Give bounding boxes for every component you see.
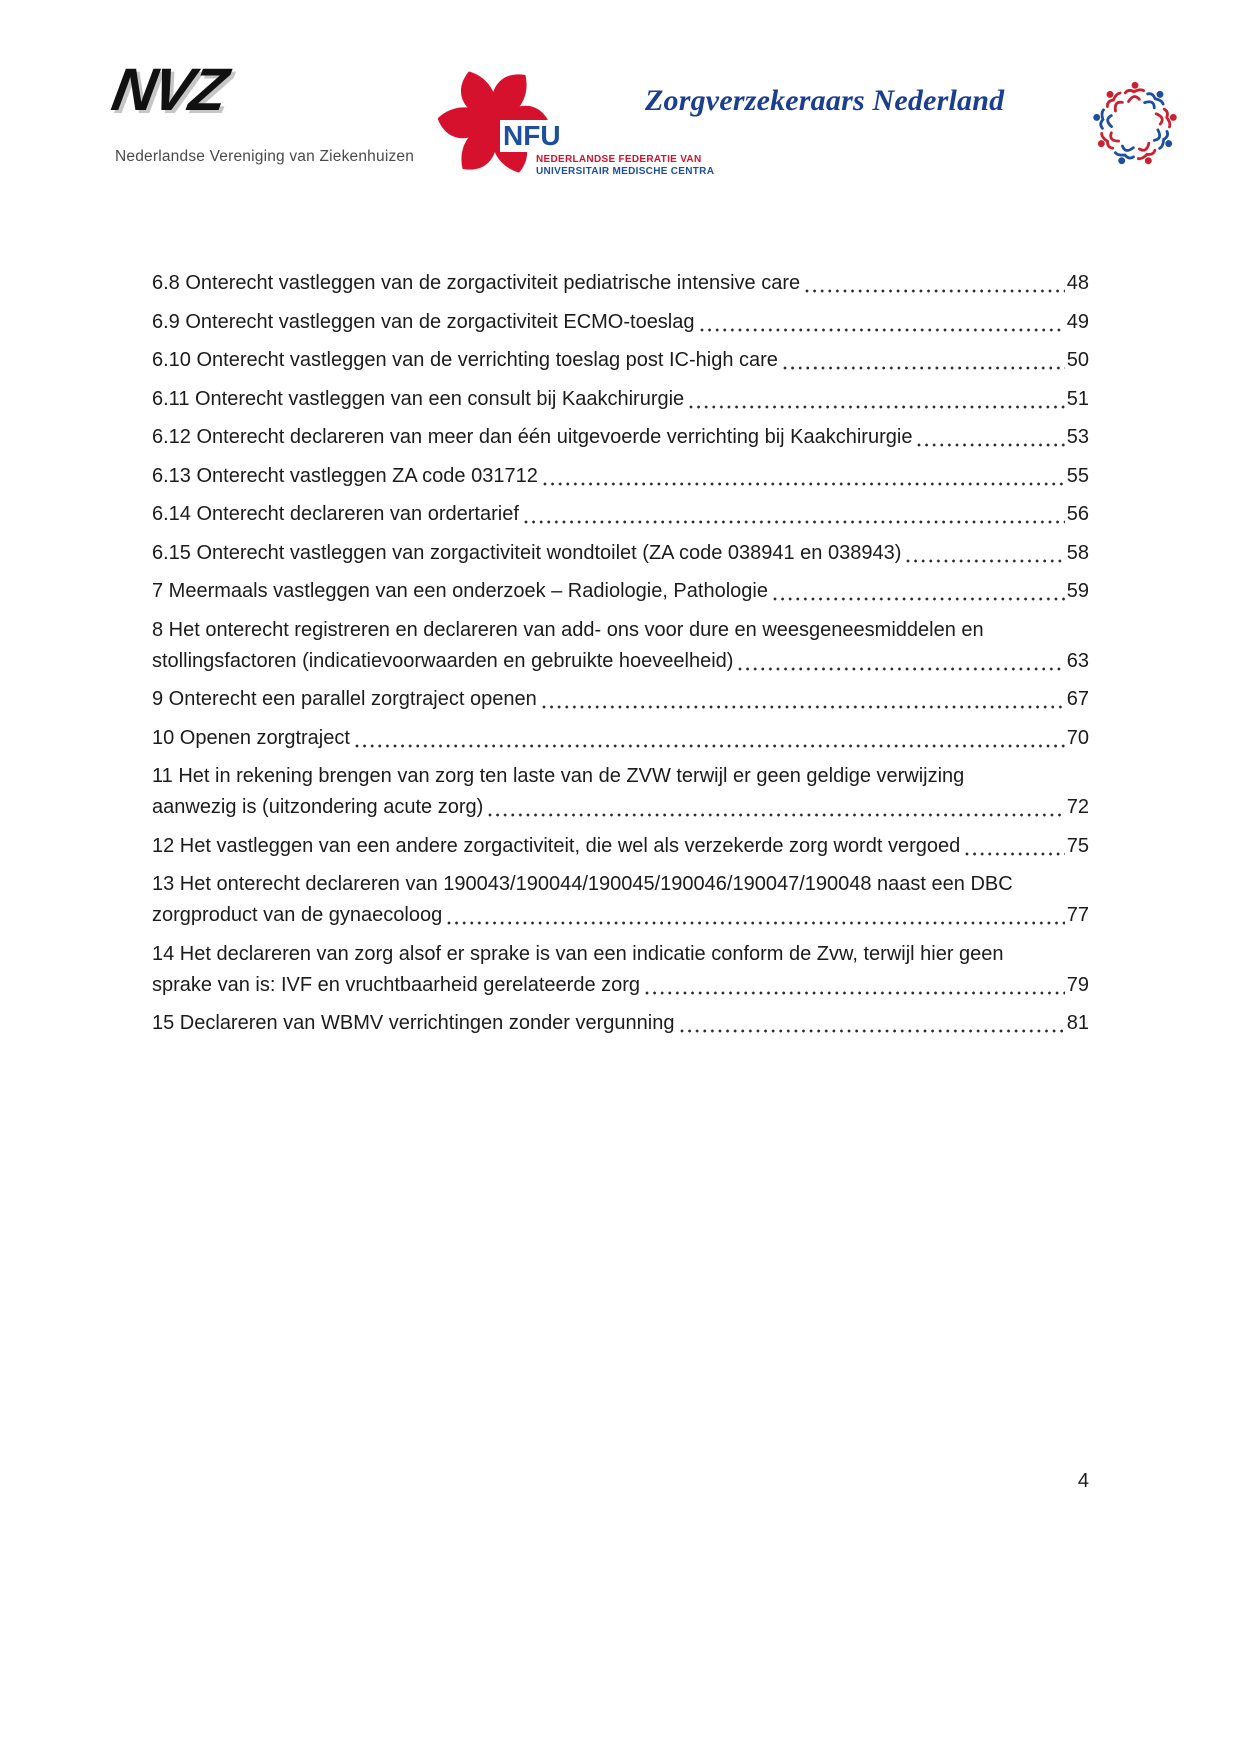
toc-entry	[152, 307, 1089, 338]
nvz-logo-subtitle: Nederlandse Vereniging van Ziekenhuizen	[115, 148, 415, 165]
toc-page-number: 67	[1066, 688, 1089, 710]
toc-entry-last-line	[152, 970, 1089, 1001]
toc-entry-text: 6.11 Onterecht vastleggen van een consult bij Kaakchirurgie	[152, 387, 685, 410]
zorgverzekeraars-nederland-figures-icon	[1080, 68, 1190, 176]
toc-entry-text: 6.8 Onterecht vastleggen van de zorgactiviteit pediatrische intensive care	[152, 272, 801, 294]
nfu-subtitle-line2: UNIVERSITAIR MEDISCHE CENTRA	[536, 166, 715, 177]
toc-entry-text: stollingsfactoren (indicatievoorwaarden en gebruikte hoeveelheid)	[152, 649, 734, 672]
toc-leader-dots-icon	[965, 831, 1065, 862]
toc-entry-last-line	[152, 723, 1089, 754]
toc-entry-last-line	[152, 268, 1089, 299]
toc-entry	[152, 1008, 1089, 1039]
nvz-logo-icon: NVZ	[107, 56, 230, 123]
toc-entry-line: 14 Het declareren van zorg alsof er sprake is van een indicatie conform de Zvw, terwijl hier geen	[152, 942, 1004, 965]
toc-entry-text: 6.9 Onterecht vastleggen van de zorgactiviteit ECMO-toeslag	[152, 310, 695, 333]
toc-entry-text: aanwezig is (uitzondering acute zorg)	[152, 796, 484, 818]
toc-entry-last-line	[152, 538, 1089, 569]
toc-entry-text: sprake van is: IVF en vruchtbaarheid gerelateerde zorg	[152, 973, 641, 996]
toc-entry	[152, 268, 1089, 299]
toc-entry	[152, 939, 1089, 1001]
toc-entry-line: 8 Het onterecht registreren en declareren van add- ons voor dure en weesgeneesmiddelen en	[152, 618, 984, 641]
toc-entry	[152, 499, 1089, 530]
toc-leader-dots-icon	[355, 723, 1065, 754]
toc-entry-text: zorgproduct van de gynaecoloog	[152, 904, 443, 926]
toc-entry-text: 6.12 Onterecht declareren van meer dan één uitgevoerde verrichting bij Kaakchirurgie	[152, 426, 913, 448]
toc-leader-dots-icon	[773, 576, 1065, 607]
toc-entry-text: 10 Openen zorgtraject	[152, 726, 350, 749]
toc-page-number: 53	[1066, 426, 1089, 448]
toc-leader-dots-icon	[645, 970, 1065, 1001]
toc-entry	[152, 576, 1089, 607]
toc-leader-dots-icon	[543, 461, 1065, 492]
toc-leader-dots-icon	[805, 268, 1065, 299]
toc-entry-text: 6.10 Onterecht vastleggen van de verrichting toeslag post IC-high care	[152, 349, 778, 371]
toc-entry-text: 15 Declareren van WBMV verrichtingen zonder vergunning	[152, 1012, 675, 1034]
toc-entry-line: 11 Het in rekening brengen van zorg ten laste van de ZVW terwijl er geen geldige verwijzing	[152, 765, 965, 787]
toc-leader-dots-icon	[917, 422, 1064, 453]
toc-entry	[152, 831, 1089, 862]
toc-entry-text: 6.13 Onterecht vastleggen ZA code 031712	[152, 464, 538, 487]
toc-page-number: 75	[1066, 834, 1089, 857]
toc-page-number: 49	[1066, 310, 1089, 333]
toc-leader-dots-icon	[738, 646, 1064, 677]
toc-page-number: 77	[1066, 904, 1089, 926]
toc-leader-dots-icon	[689, 384, 1065, 415]
toc-leader-dots-icon	[447, 900, 1065, 931]
toc-entry-last-line	[152, 1008, 1089, 1039]
toc-list	[152, 268, 1089, 1047]
toc-entry	[152, 422, 1089, 453]
toc-entry-text: 6.15 Onterecht vastleggen van zorgactiviteit wondtoilet (ZA code 038941 en 038943)	[152, 541, 902, 564]
toc-leader-dots-icon	[542, 684, 1065, 715]
toc-page-number: 70	[1066, 726, 1089, 749]
toc-entry-line: 13 Het onterecht declareren van 190043/190044/190045/190046/190047/190048 naast een DBC	[152, 873, 1013, 895]
nvz-logo	[107, 56, 415, 165]
toc-entry	[152, 761, 1089, 823]
toc-entry-text: 9 Onterecht een parallel zorgtraject openen	[152, 688, 537, 710]
nfu-logo	[396, 56, 715, 191]
toc-page-number: 51	[1066, 387, 1089, 410]
toc-leader-dots-icon	[524, 499, 1065, 530]
toc-entry	[152, 345, 1089, 376]
toc-entry	[152, 384, 1089, 415]
page-footer-number: 4	[1077, 1470, 1089, 1492]
toc-entry	[152, 723, 1089, 754]
toc-leader-dots-icon	[680, 1008, 1065, 1039]
toc-entry-text: 6.14 Onterecht declareren van ordertarief	[152, 503, 519, 525]
toc-entry-last-line	[152, 307, 1089, 338]
toc-page-number: 56	[1066, 503, 1089, 525]
toc-entry	[152, 615, 1089, 677]
toc-entry-last-line	[152, 900, 1089, 931]
zorgverzekeraars-nederland-title: Zorgverzekeraars Nederland	[645, 84, 1005, 117]
toc-entry-last-line	[152, 831, 1089, 862]
nfu-subtitle-line1: NEDERLANDSE FEDERATIE VAN	[536, 154, 702, 165]
toc-entry	[152, 538, 1089, 569]
toc-entry	[152, 684, 1089, 715]
toc-entry-text: 12 Het vastleggen van een andere zorgactiviteit, die wel als verzekerde zorg wordt vergoed	[152, 834, 961, 857]
toc-entry-last-line	[152, 422, 1089, 453]
nfu-logo-text: NFU	[500, 120, 564, 152]
toc-page-number: 59	[1066, 580, 1089, 602]
toc-entry-last-line	[152, 684, 1089, 715]
toc-page-number: 72	[1066, 796, 1089, 818]
toc-entry-last-line	[152, 576, 1089, 607]
toc-entry	[152, 869, 1089, 931]
toc-entry-last-line	[152, 384, 1089, 415]
toc-entry	[152, 461, 1089, 492]
toc-page-number: 58	[1066, 541, 1089, 564]
toc-entry-last-line	[152, 646, 1089, 677]
toc-entry-last-line	[152, 499, 1089, 530]
toc-entry-last-line	[152, 792, 1089, 823]
toc-page-number: 63	[1066, 649, 1089, 672]
toc-page-number: 81	[1066, 1012, 1089, 1034]
toc-entry-last-line	[152, 461, 1089, 492]
nfu-logo-subtitle	[536, 154, 714, 178]
toc-leader-dots-icon	[488, 792, 1064, 823]
toc-leader-dots-icon	[783, 345, 1065, 376]
toc-page-number: 50	[1066, 349, 1089, 371]
toc-entry-text: 7 Meermaals vastleggen van een onderzoek – Radiologie, Pathologie	[152, 580, 768, 602]
toc-page-number: 55	[1066, 464, 1089, 487]
toc-page-number: 79	[1066, 973, 1089, 996]
toc-leader-dots-icon	[906, 538, 1064, 569]
toc-entry-last-line	[152, 345, 1089, 376]
toc-leader-dots-icon	[700, 307, 1065, 338]
toc-page-number: 48	[1066, 272, 1089, 294]
